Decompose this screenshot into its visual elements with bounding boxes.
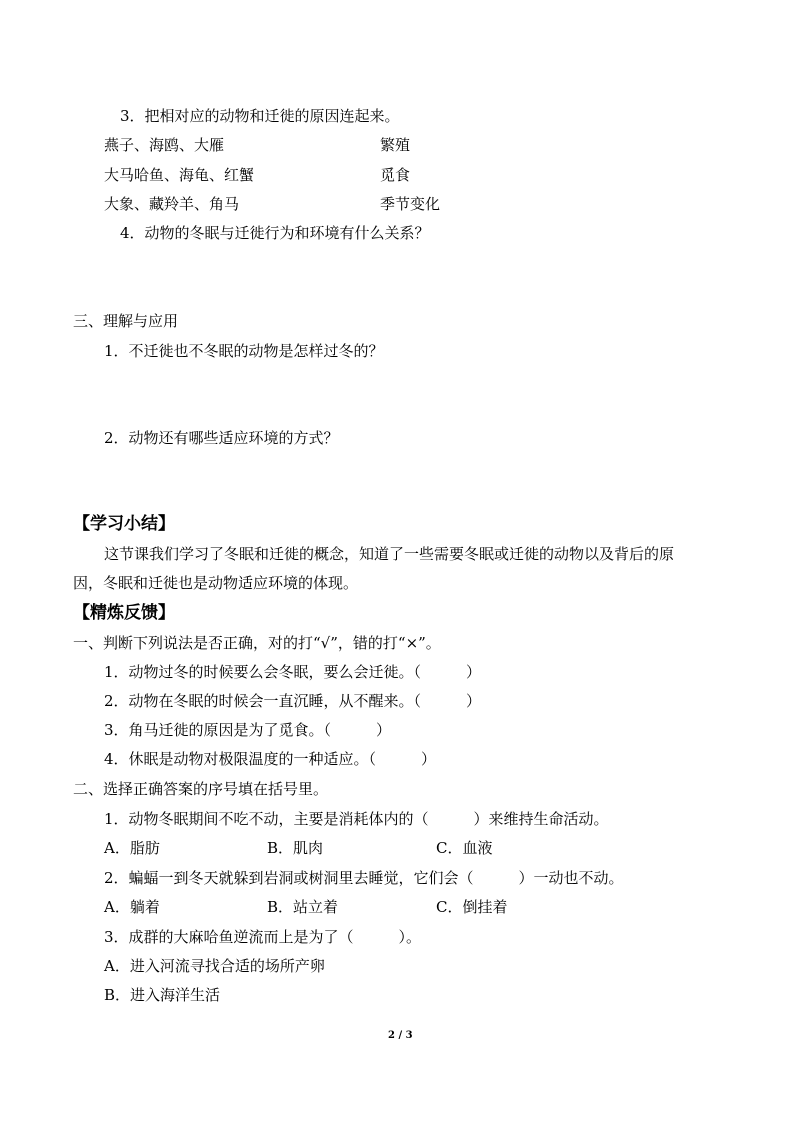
- part2-q2-option-a: A．躺着: [104, 898, 160, 916]
- part1-item-2: 2．动物在冬眠的时候会一直沉睡，从不醒来。（ ）: [104, 692, 482, 710]
- summary-line-2: 因，冬眠和迁徙也是动物适应环境的体现。: [73, 574, 359, 592]
- part2-q1-option-b: B．肌肉: [267, 839, 324, 857]
- section3-item-2: 2．动物还有哪些适应环境的方式？: [104, 429, 339, 447]
- section3-heading: 三、理解与应用: [73, 312, 179, 330]
- summary-heading: 【学习小结】: [73, 514, 175, 534]
- match-right-3: 季节变化: [380, 195, 441, 213]
- part2-title: 二、选择正确答案的序号填在括号里。: [73, 780, 329, 798]
- part1-title: 一、判断下列说法是否正确，对的打“√”，错的打“×”。: [73, 634, 441, 652]
- part1-item-3: 3．角马迁徙的原因是为了觅食。（ ）: [104, 721, 392, 739]
- page-number: 2 / 3: [388, 1030, 413, 1041]
- part2-q2-option-c: C．倒挂着: [436, 898, 508, 916]
- part2-q2: 2．蝙蝠一到冬天就躲到岩洞或树洞里去睡觉，它们会（ ）一动也不动。: [104, 869, 624, 887]
- q4-question: 4．动物的冬眠与迁徙行为和环境有什么关系？: [120, 224, 430, 242]
- part2-q1-option-a: A．脂肪: [104, 839, 160, 857]
- part2-q3: 3．成群的大麻哈鱼逆流而上是为了（ ）。: [104, 928, 422, 946]
- match-left-3: 大象、藏羚羊、角马: [104, 195, 240, 213]
- part2-q3-option-a: A．进入河流寻找合适的场所产卵: [104, 957, 325, 975]
- feedback-heading: 【精炼反馈】: [73, 603, 175, 623]
- match-left-1: 燕子、海鸥、大雁: [104, 136, 225, 154]
- q3-title: 3．把相对应的动物和迁徙的原因连起来。: [120, 107, 400, 125]
- match-right-1: 繁殖: [380, 136, 411, 154]
- match-right-2: 觅食: [380, 166, 411, 184]
- part2-q1-option-c: C．血液: [436, 839, 493, 857]
- part1-item-1: 1．动物过冬的时候要么会冬眠，要么会迁徙。（ ）: [104, 663, 482, 681]
- match-left-2: 大马哈鱼、海龟、红蟹: [104, 166, 255, 184]
- section3-item-1: 1．不迁徙也不冬眠的动物是怎样过冬的？: [104, 342, 384, 360]
- part2-q2-option-b: B．站立着: [267, 898, 339, 916]
- part2-q3-option-b: B．进入海洋生活: [104, 986, 221, 1004]
- part1-item-4: 4．休眠是动物对极限温度的一种适应。（ ）: [104, 750, 437, 768]
- part2-q1: 1．动物冬眠期间不吃不动，主要是消耗体内的（ ）来维持生命活动。: [104, 810, 609, 828]
- summary-line-1: 这节课我们学习了冬眠和迁徙的概念，知道了一些需要冬眠或迁徙的动物以及背后的原: [104, 545, 675, 563]
